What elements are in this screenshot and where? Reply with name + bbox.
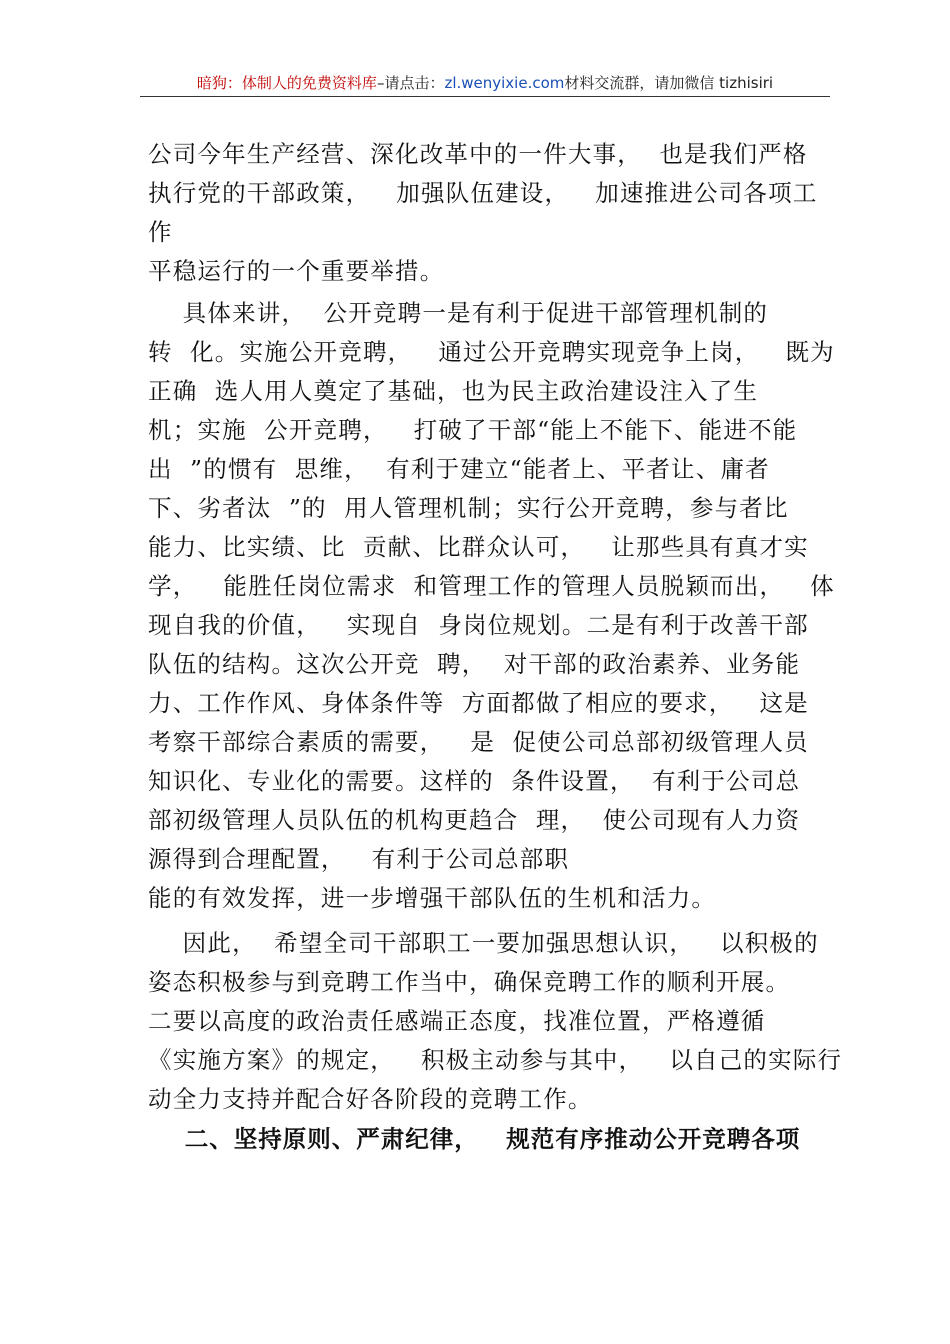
header-contact: 材料交流群，请加微信 tizhisiri <box>564 74 774 92</box>
text-line-16: 考察干部综合素质的需要， 是 促使公司总部初级管理人员 <box>148 728 809 756</box>
header-brand: 暗狗：体制人的免费资料库 <box>196 74 377 92</box>
text-line-19: 源得到合理配置， 有利于公司总部职 <box>148 845 570 873</box>
section-heading: 二、坚持原则、严肃纪律， 规范有序推动公开竞聘各项 <box>148 1125 801 1153</box>
page-header <box>140 72 830 97</box>
text-line-5: 具体来讲， 公开竞聘一是有利于促进干部管理机制的 <box>148 299 769 327</box>
text-line-10: 下、劣者汰 ”的 用人管理机制；实行公开竞聘，参与者比 <box>148 494 789 522</box>
text-line-1: 公司今年生产经营、深化改革中的一件大事， 也是我们严格 <box>148 140 808 168</box>
text-line-2: 执行党的干部政策， 加强队伍建设， 加速推进公司各项工 <box>148 179 818 207</box>
header-url-link[interactable]: zl.wenyixie.com <box>444 74 565 92</box>
text-line-3: 作 <box>148 218 173 246</box>
text-line-24: 《实施方案》的规定， 积极主动参与其中， 以自己的实际行 <box>148 1046 843 1074</box>
text-line-8: 机；实施 公开竞聘， 打破了干部“能上不能下、能进不能 <box>148 416 798 444</box>
text-line-22: 姿态积极参与到竞聘工作当中，确保竞聘工作的顺利开展。 <box>148 968 791 996</box>
text-line-14: 队伍的结构。这次公开竞 聘， 对干部的政治素养、业务能 <box>148 650 801 678</box>
text-line-9: 出 ”的惯有 思维， 有利于建立“能者上、平者让、庸者 <box>148 455 770 483</box>
text-line-25: 动全力支持并配合好各阶段的竞聘工作。 <box>148 1085 593 1113</box>
text-line-20: 能的有效发挥，进一步增强干部队伍的生机和活力。 <box>148 884 717 912</box>
text-line-21: 因此， 希望全司干部职工一要加强思想认识， 以积极的 <box>148 929 819 957</box>
text-line-17: 知识化、专业化的需要。这样的 条件设置， 有利于公司总 <box>148 767 801 795</box>
text-line-4: 平稳运行的一个重要举措。 <box>148 257 445 285</box>
header-prompt: –请点击： <box>376 74 445 92</box>
text-line-12: 学， 能胜任岗位需求 和管理工作的管理人员脱颖而出， 体 <box>148 572 835 600</box>
text-line-15: 力、工作作风、身体条件等 方面都做了相应的要求， 这是 <box>148 689 809 717</box>
text-line-13: 现自我的价值， 实现自 身岗位规划。二是有利于改善干部 <box>148 611 809 639</box>
text-line-23: 二要以高度的政治责任感端正态度，找准位置，严格遵循 <box>148 1007 766 1035</box>
text-line-18: 部初级管理人员队伍的机构更趋合 理， 使公司现有人力资 <box>148 806 801 834</box>
text-line-7: 正确 选人用人奠定了基础，也为民主政治建设注入了生 <box>148 377 759 405</box>
text-line-6: 转 化。实施公开竞聘， 通过公开竞聘实现竞争上岗， 既为 <box>148 338 835 366</box>
text-line-11: 能力、比实绩、比 贡献、比群众认可， 让那些具有真才实 <box>148 533 809 561</box>
